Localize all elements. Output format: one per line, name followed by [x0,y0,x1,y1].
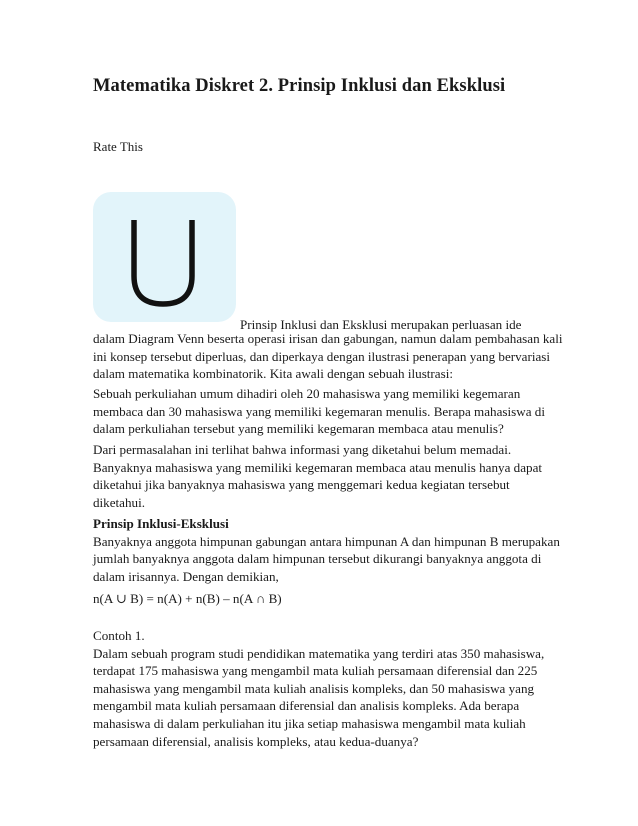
intro-line: dalam Diagram Venn beserta operasi irisan dan gabungan, namun dalam pembahasan kali [93,331,563,346]
intro-line: ini konsep tersebut diperluas, dan diperkaya dengan ilustrasi penerapan yang bervariasi [93,348,551,364]
analysis-paragraph [93,441,553,511]
section-line: Banyaknya anggota himpunan gabungan antara himpunan A dan himpunan B merupakan [93,533,560,549]
union-symbol-icon [93,192,236,322]
intro-line: dalam matematika kombinatorik. Kita awali dengan sebuah ilustrasi: [93,366,453,382]
paragraph-line: Banyaknya mahasiswa yang memiliki kegemaran membaca atau menulis hanya dapat [93,459,543,475]
union-symbol-image [93,192,236,322]
paragraph-line: diketahui jika banyaknya mahasiswa yang menggemari kedua kegiatan tersebut [93,477,510,493]
example-line: persamaan diferensial, analisis kompleks, atau kedua-duanya? [93,733,419,749]
example-line: mahasiswa yang mengambil mata kuliah analisis kompleks, dan 50 mahasiswa yang [93,680,535,696]
paragraph-line: membaca dan 30 mahasiswa yang memiliki kegemaran menulis. Berapa mahasiswa di [93,403,545,419]
section-line: jumlah banyaknya anggota dalam himpunan tersebut dikurangi banyaknya anggota di [93,551,542,567]
section-heading: Prinsip Inklusi-Eksklusi [93,516,229,531]
example-line: terdapat 175 mahasiswa yang mengambil mata kuliah persamaan diferensial dan 225 [93,663,538,679]
example-line: mahasiswa di dalam perkuliahan itu jika setiap mahasiswa mengambil mata kuliah [93,715,526,731]
paragraph-line: Sebuah perkuliahan umum dihadiri oleh 20 mahasiswa yang memiliki kegemaran [93,386,521,401]
paragraph-line: Dari permasalahan ini terlihat bahwa informasi yang diketahui belum memadai. [93,442,512,457]
document-title: Matematika Diskret 2. Prinsip Inklusi dan Eksklusi [93,76,506,96]
illustration-paragraph [93,385,553,438]
intro-first-line: Prinsip Inklusi dan Eksklusi merupakan perluasan ide [240,317,522,332]
formula: n(A ∪ B) = n(A) + n(B) – n(A ∩ B) [93,591,282,606]
section-line: dalam irisannya. Dengan demikian, [93,568,279,584]
example-line: Dalam sebuah program studi pendidikan matematika yang terdiri atas 350 mahasiswa, [93,645,545,661]
example-label: Contoh 1. [93,628,145,643]
rate-this-link[interactable]: Rate This [93,139,143,154]
principle-section [93,515,560,585]
paragraph-line: dalam perkuliahan tersebut yang memiliki kegemaran membaca atau menulis? [93,421,504,437]
example-section [93,627,553,750]
paragraph-line: diketahui. [93,494,145,510]
intro-paragraph [93,330,563,383]
example-line: mengambil mata kuliah persamaan diferensial dan analisis kompleks. Ada berapa [93,698,520,714]
